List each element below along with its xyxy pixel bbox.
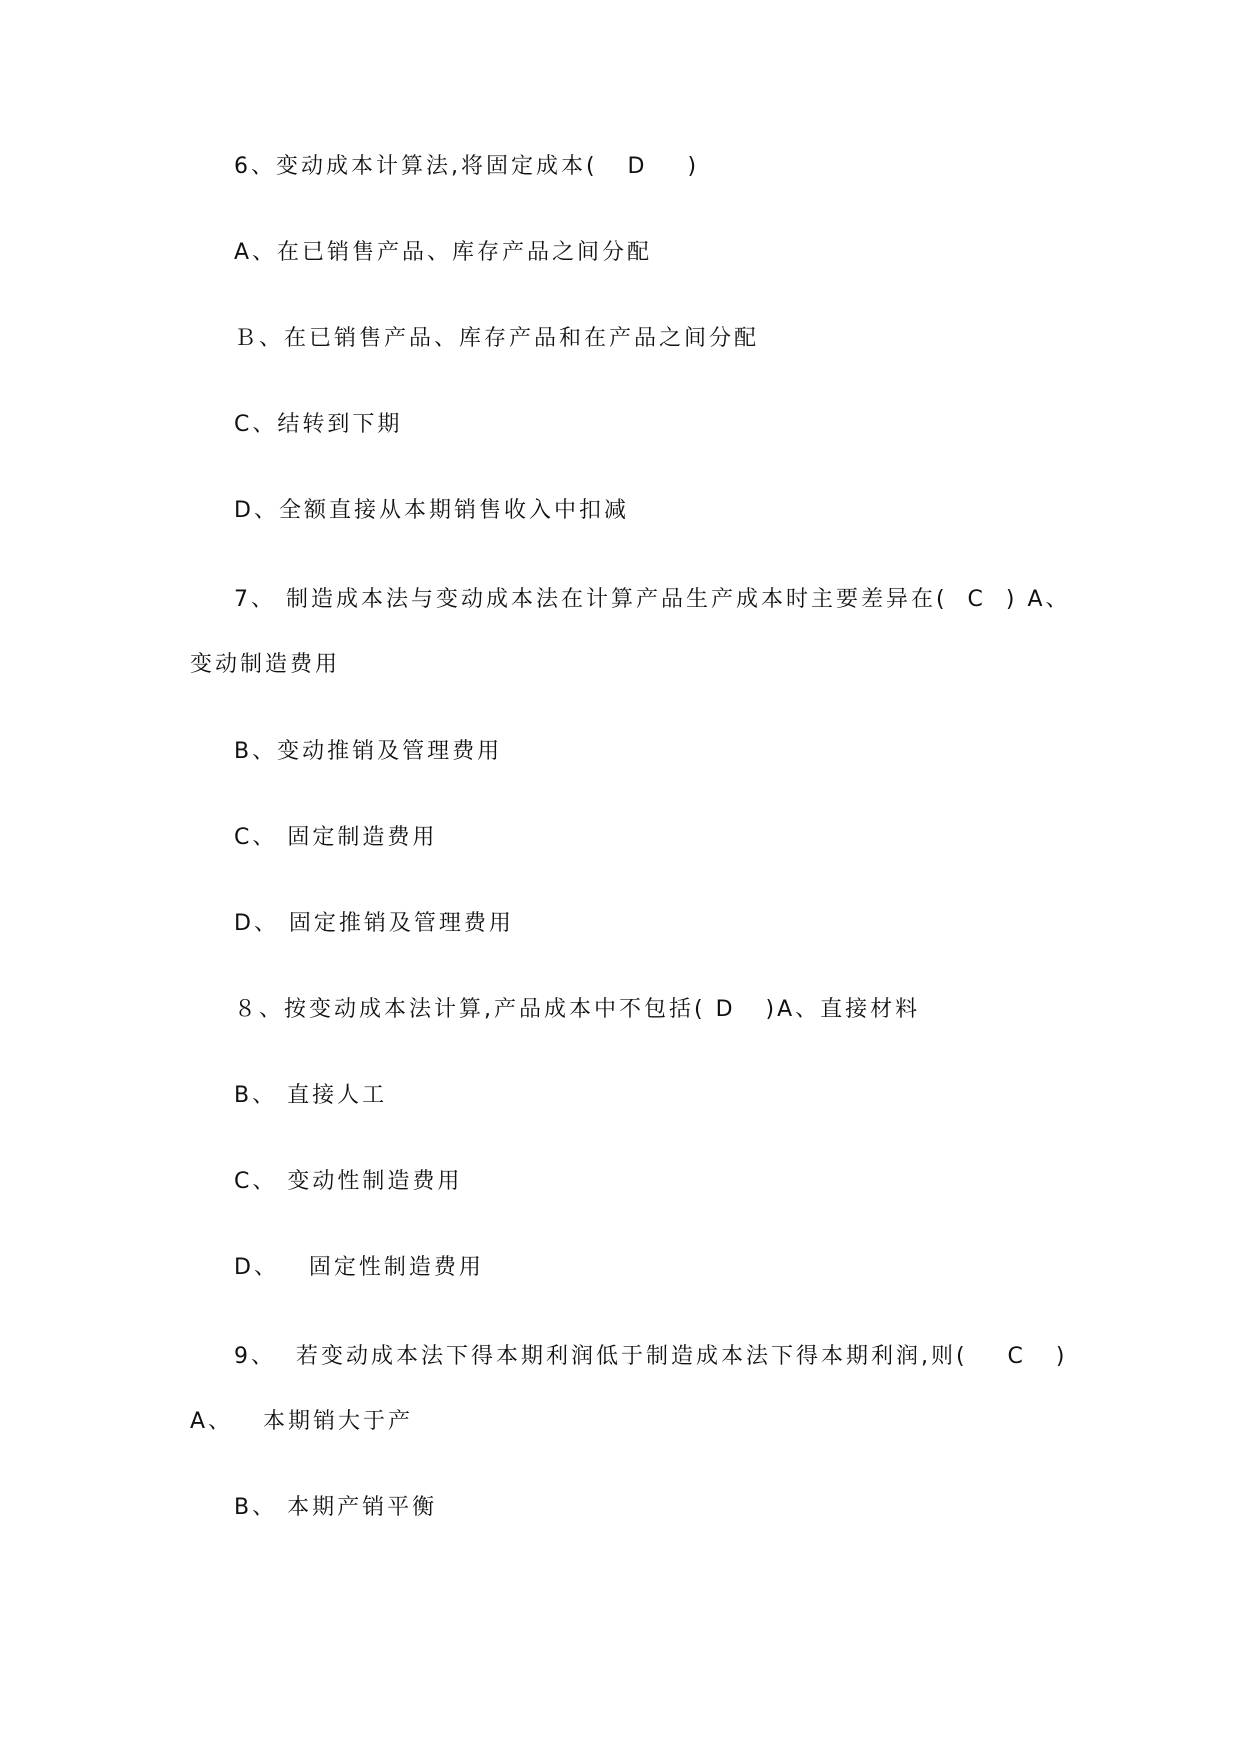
question-8-option-c: C、 变动性制造费用 <box>234 1169 463 1194</box>
question-6-option-c: C、结转到下期 <box>234 412 403 437</box>
question-7-option-a: 变动制造费用 <box>190 652 341 677</box>
question-9-stem: 9、 若变动成本法下得本期利润低于制造成本法下得本期利润,则( C ) <box>234 1344 1068 1369</box>
question-9-option-a: A、 本期销大于产 <box>190 1409 414 1434</box>
question-7-option-c: C、 固定制造费用 <box>234 825 438 850</box>
question-6-option-d: D、全额直接从本期销售收入中扣减 <box>234 498 629 523</box>
question-8-option-d: D、 固定性制造费用 <box>234 1255 484 1280</box>
question-6-option-b: Ｂ、在已销售产品、库存产品和在产品之间分配 <box>234 326 760 351</box>
question-6-stem: 6、变动成本计算法,将固定成本( D ) <box>234 154 700 179</box>
question-8-stem: ８、按变动成本法计算,产品成本中不包括( D )A、直接材料 <box>234 997 921 1022</box>
question-7-option-d: D、 固定推销及管理费用 <box>234 911 514 936</box>
question-8-option-b: B、 直接人工 <box>234 1083 388 1108</box>
question-7-stem: 7、 制造成本法与变动成本法在计算产品生产成本时主要差异在( C ) A、 <box>234 587 1071 612</box>
question-6-option-a: A、在已销售产品、库存产品之间分配 <box>234 240 653 265</box>
question-7-option-b: B、变动推销及管理费用 <box>234 739 503 764</box>
question-9-option-b: B、 本期产销平衡 <box>234 1495 438 1520</box>
